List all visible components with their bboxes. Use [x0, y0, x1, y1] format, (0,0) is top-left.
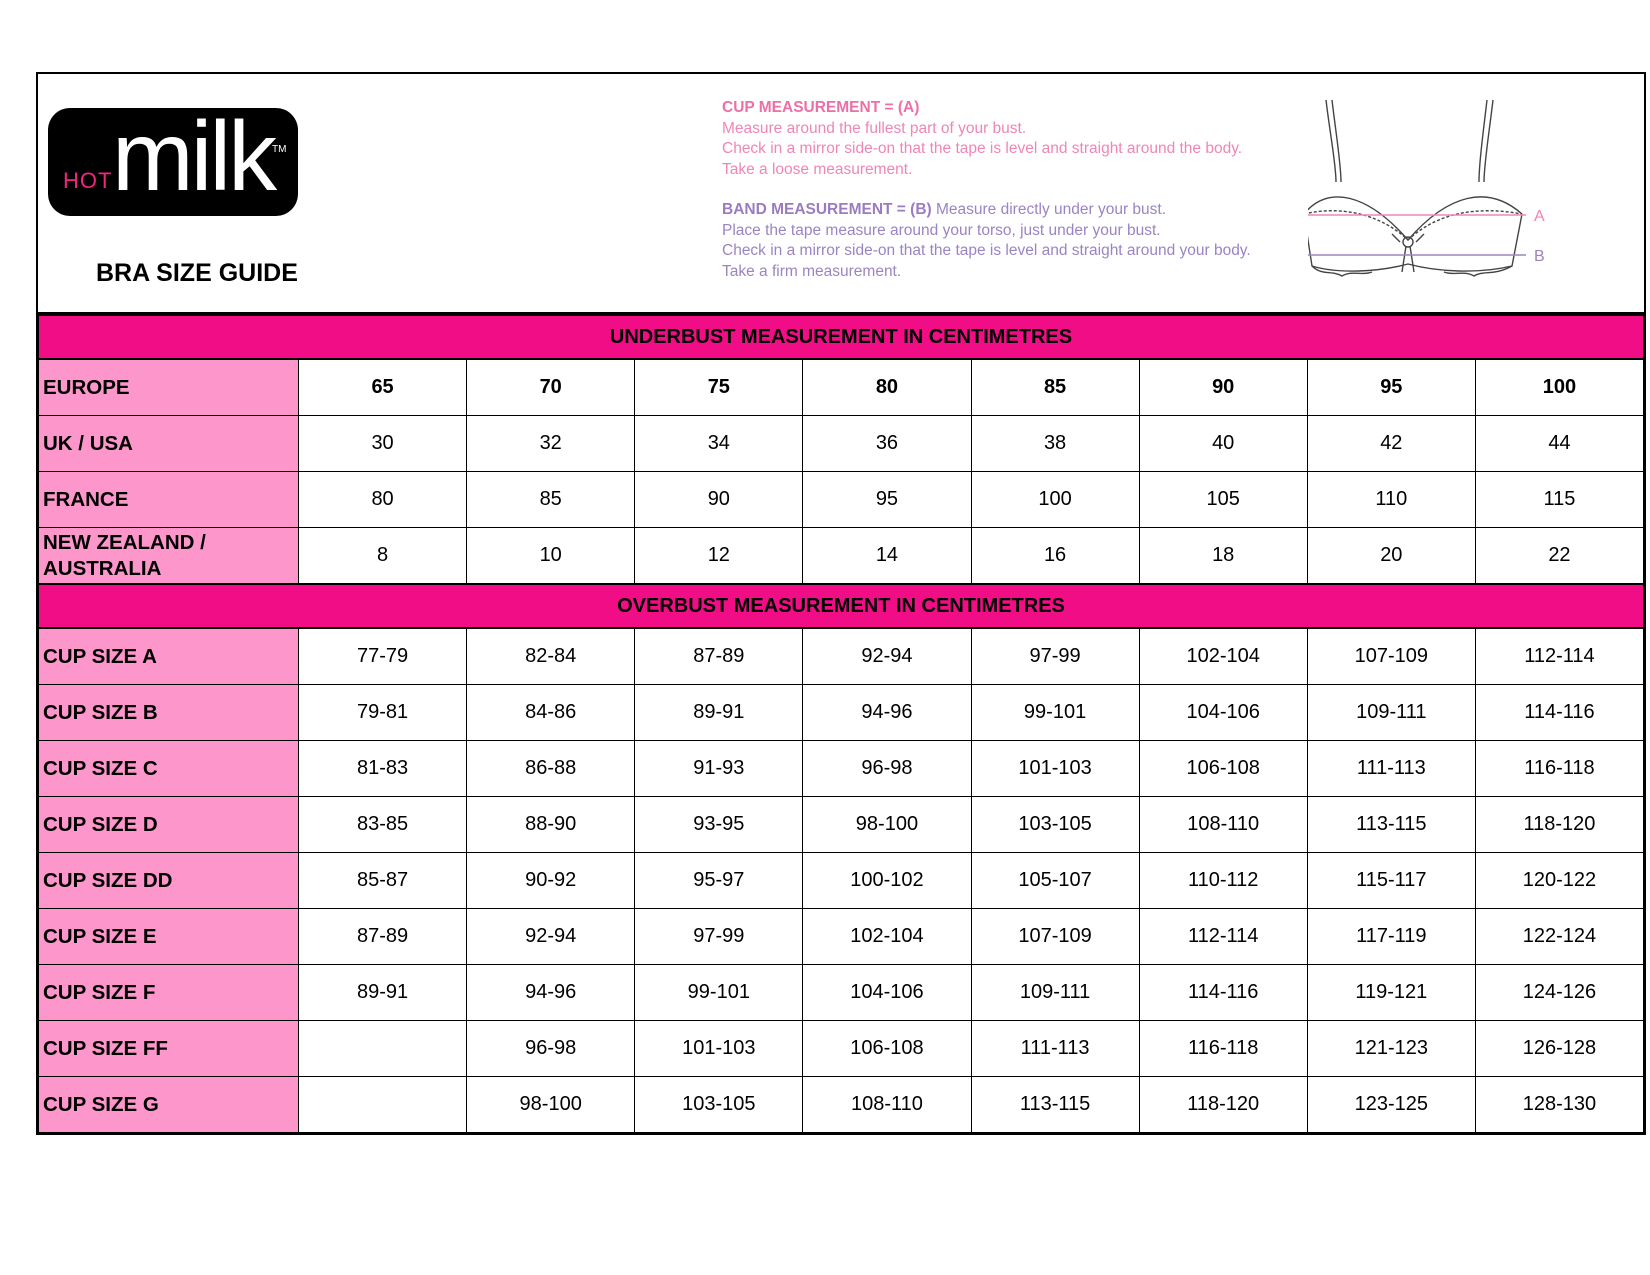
cup-instruction-line: Measure around the fullest part of your bust. — [722, 119, 1027, 137]
size-cell: 99-101 — [635, 965, 803, 1021]
table-row — [39, 853, 1644, 909]
size-cell: 82-84 — [467, 628, 635, 685]
size-cell: 112-114 — [1475, 628, 1643, 685]
band-instruction-line: Check in a mirror side-on that the tape is level and straight around your body. — [722, 242, 1251, 259]
size-cell: 94-96 — [803, 685, 971, 741]
row-label: CUP SIZE A — [39, 628, 299, 685]
row-label: CUP SIZE DD — [39, 853, 299, 909]
table-row — [39, 909, 1644, 965]
size-cell: 112-114 — [1139, 909, 1307, 965]
size-cell: 90 — [1139, 359, 1307, 416]
size-cell: 100 — [1475, 359, 1643, 416]
size-cell: 105-107 — [971, 853, 1139, 909]
size-cell: 118-120 — [1475, 797, 1643, 853]
table-row — [39, 741, 1644, 797]
underbust-band-heading: UNDERBUST MEASUREMENT IN CENTIMETRES — [39, 315, 1644, 359]
size-cell: 85 — [971, 359, 1139, 416]
size-cell: 81-83 — [299, 741, 467, 797]
table-row — [39, 416, 1644, 472]
marker-a: A — [1534, 208, 1545, 225]
size-cell: 89-91 — [299, 965, 467, 1021]
row-label: EUROPE — [39, 359, 299, 416]
overbust-band — [39, 584, 1644, 628]
table-row — [39, 965, 1644, 1021]
size-cell: 106-108 — [1139, 741, 1307, 797]
table-row — [39, 528, 1644, 585]
size-cell: 122-124 — [1475, 909, 1643, 965]
size-cell: 101-103 — [635, 1021, 803, 1077]
band-instruction-line: Measure directly under your bust. — [936, 201, 1167, 218]
size-cell: 123-125 — [1307, 1077, 1475, 1133]
size-cell: 86-88 — [467, 741, 635, 797]
size-cell: 93-95 — [635, 797, 803, 853]
size-cell: 77-79 — [299, 628, 467, 685]
size-cell: 111-113 — [971, 1021, 1139, 1077]
size-cell: 90-92 — [467, 853, 635, 909]
row-label: CUP SIZE F — [39, 965, 299, 1021]
size-cell: 80 — [299, 472, 467, 528]
size-cell: 102-104 — [803, 909, 971, 965]
cup-measurement-heading: CUP MEASUREMENT = (A) — [722, 99, 920, 116]
size-cell: 10 — [467, 528, 635, 585]
size-cell: 89-91 — [635, 685, 803, 741]
table-row — [39, 797, 1644, 853]
size-cell: 105 — [1139, 472, 1307, 528]
size-cell: 98-100 — [467, 1077, 635, 1133]
size-cell: 109-111 — [1307, 685, 1475, 741]
row-label: CUP SIZE FF — [39, 1021, 299, 1077]
underbust-band — [39, 315, 1644, 359]
size-cell: 116-118 — [1139, 1021, 1307, 1077]
size-cell: 18 — [1139, 528, 1307, 585]
row-label: NEW ZEALAND / AUSTRALIA — [39, 528, 299, 585]
logo-milk-text: milk — [112, 101, 275, 211]
size-cell: 8 — [299, 528, 467, 585]
size-cell: 106-108 — [803, 1021, 971, 1077]
size-cell: 65 — [299, 359, 467, 416]
size-cell: 113-115 — [1307, 797, 1475, 853]
size-cell: 88-90 — [467, 797, 635, 853]
size-cell: 115-117 — [1307, 853, 1475, 909]
size-cell: 99-101 — [971, 685, 1139, 741]
logo-trademark: TM — [272, 144, 287, 155]
size-cell: 32 — [467, 416, 635, 472]
header — [38, 74, 1644, 314]
size-cell: 108-110 — [1139, 797, 1307, 853]
measurement-instructions — [722, 98, 1251, 282]
size-cell: 97-99 — [635, 909, 803, 965]
size-cell: 94-96 — [467, 965, 635, 1021]
page-title: BRA SIZE GUIDE — [96, 259, 298, 287]
size-cell: 116-118 — [1475, 741, 1643, 797]
size-cell: 38 — [971, 416, 1139, 472]
size-cell: 20 — [1307, 528, 1475, 585]
size-cell: 110-112 — [1139, 853, 1307, 909]
size-table — [38, 314, 1644, 1133]
size-cell: 14 — [803, 528, 971, 585]
size-cell: 104-106 — [803, 965, 971, 1021]
size-cell: 104-106 — [1139, 685, 1307, 741]
band-measurement-line — [722, 200, 1251, 221]
size-cell: 124-126 — [1475, 965, 1643, 1021]
size-cell: 75 — [635, 359, 803, 416]
size-cell: 126-128 — [1475, 1021, 1643, 1077]
size-cell: 103-105 — [635, 1077, 803, 1133]
band-instruction-line: Take a firm measurement. — [722, 262, 902, 280]
row-label: CUP SIZE C — [39, 741, 299, 797]
size-cell: 22 — [1475, 528, 1643, 585]
band-measurement-heading: BAND MEASUREMENT = (B) — [722, 201, 932, 218]
cup-instruction-line: Check in a mirror side-on that the tape is level and straight around the body. — [722, 140, 1243, 157]
size-cell: 102-104 — [1139, 628, 1307, 685]
size-cell: 96-98 — [803, 741, 971, 797]
table-row — [39, 685, 1644, 741]
size-cell: 95-97 — [635, 853, 803, 909]
size-cell: 85 — [467, 472, 635, 528]
logo-hot-text: HOT — [63, 168, 113, 193]
size-cell: 70 — [467, 359, 635, 416]
row-label: CUP SIZE G — [39, 1077, 299, 1133]
row-label: CUP SIZE D — [39, 797, 299, 853]
size-cell: 97-99 — [971, 628, 1139, 685]
size-cell: 100 — [971, 472, 1139, 528]
row-label: FRANCE — [39, 472, 299, 528]
size-cell: 92-94 — [467, 909, 635, 965]
overbust-band-heading: OVERBUST MEASUREMENT IN CENTIMETRES — [39, 584, 1644, 628]
cup-instruction-line: Take a loose measurement. — [722, 160, 913, 178]
size-cell: 44 — [1475, 416, 1643, 472]
table-row — [39, 628, 1644, 685]
size-cell: 87-89 — [635, 628, 803, 685]
row-label: UK / USA — [39, 416, 299, 472]
size-cell: 92-94 — [803, 628, 971, 685]
size-cell — [299, 1077, 467, 1133]
size-cell: 100-102 — [803, 853, 971, 909]
row-label: CUP SIZE B — [39, 685, 299, 741]
size-cell: 40 — [1139, 416, 1307, 472]
size-cell: 85-87 — [299, 853, 467, 909]
size-cell: 110 — [1307, 472, 1475, 528]
size-cell: 12 — [635, 528, 803, 585]
size-cell: 42 — [1307, 416, 1475, 472]
size-cell: 111-113 — [1307, 741, 1475, 797]
size-cell: 115 — [1475, 472, 1643, 528]
table-row — [39, 472, 1644, 528]
size-cell: 79-81 — [299, 685, 467, 741]
size-cell: 87-89 — [299, 909, 467, 965]
table-row — [39, 1021, 1644, 1077]
size-cell: 101-103 — [971, 741, 1139, 797]
size-cell: 96-98 — [467, 1021, 635, 1077]
size-cell: 36 — [803, 416, 971, 472]
size-cell: 107-109 — [1307, 628, 1475, 685]
size-cell: 119-121 — [1307, 965, 1475, 1021]
size-cell: 84-86 — [467, 685, 635, 741]
size-cell: 90 — [635, 472, 803, 528]
marker-b: B — [1534, 248, 1545, 265]
size-cell: 128-130 — [1475, 1077, 1643, 1133]
size-cell: 98-100 — [803, 797, 971, 853]
size-cell: 34 — [635, 416, 803, 472]
size-cell: 114-116 — [1475, 685, 1643, 741]
size-cell: 83-85 — [299, 797, 467, 853]
table-row — [39, 1077, 1644, 1133]
size-guide-sheet — [36, 72, 1646, 1135]
size-cell: 30 — [299, 416, 467, 472]
size-cell: 117-119 — [1307, 909, 1475, 965]
table-row — [39, 359, 1644, 416]
size-cell: 16 — [971, 528, 1139, 585]
size-cell: 118-120 — [1139, 1077, 1307, 1133]
size-cell: 113-115 — [971, 1077, 1139, 1133]
size-cell — [299, 1021, 467, 1077]
size-cell: 95 — [803, 472, 971, 528]
size-cell: 109-111 — [971, 965, 1139, 1021]
size-cell: 114-116 — [1139, 965, 1307, 1021]
size-cell: 108-110 — [803, 1077, 971, 1133]
size-cell: 91-93 — [635, 741, 803, 797]
size-cell: 103-105 — [971, 797, 1139, 853]
bra-diagram-icon — [1308, 94, 1568, 304]
size-cell: 95 — [1307, 359, 1475, 416]
band-instruction-line: Place the tape measure around your torso, just under your bust. — [722, 221, 1161, 239]
size-cell: 121-123 — [1307, 1021, 1475, 1077]
hotmilk-logo — [48, 101, 298, 216]
size-cell: 107-109 — [971, 909, 1139, 965]
size-cell: 120-122 — [1475, 853, 1643, 909]
size-cell: 80 — [803, 359, 971, 416]
row-label: CUP SIZE E — [39, 909, 299, 965]
